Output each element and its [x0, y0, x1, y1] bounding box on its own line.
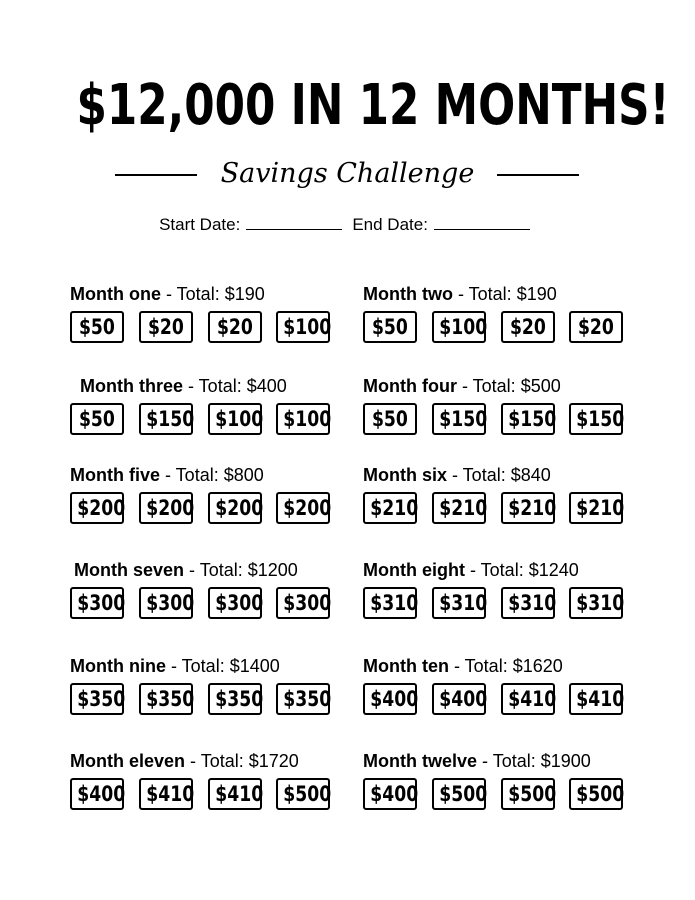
- amount-chips: [70, 492, 340, 528]
- amount-chip[interactable]: $50: [70, 403, 124, 435]
- month-title: [70, 373, 340, 399]
- amount-chip[interactable]: $410: [139, 778, 193, 810]
- month-title: [70, 748, 340, 774]
- amount-chip[interactable]: $20: [208, 311, 262, 343]
- amount-chips: [363, 587, 633, 623]
- month-name: Month two: [363, 284, 453, 304]
- amount-chip[interactable]: $500: [432, 778, 486, 810]
- month-block: [363, 373, 633, 431]
- month-block: [70, 373, 340, 431]
- total-label: - Total:: [454, 656, 508, 676]
- amount-chip[interactable]: $300: [139, 587, 193, 619]
- month-total: $190: [516, 284, 557, 304]
- month-name: Month six: [363, 465, 447, 485]
- amount-chip[interactable]: $100: [276, 311, 330, 343]
- month-total: $1200: [247, 560, 298, 580]
- amount-chip[interactable]: $410: [569, 683, 623, 715]
- month-block: [70, 557, 340, 615]
- month-total: $1900: [540, 751, 591, 771]
- month-name: Month twelve: [363, 751, 478, 771]
- month-title: [363, 557, 633, 583]
- amount-chip[interactable]: $400: [70, 778, 124, 810]
- amount-chips: [363, 683, 633, 719]
- total-label: - Total:: [189, 560, 243, 580]
- month-title: [363, 748, 633, 774]
- subtitle: Savings Challenge: [220, 158, 475, 189]
- month-name: Month nine: [70, 656, 166, 676]
- amount-chip[interactable]: $210: [501, 492, 555, 524]
- total-label: - Total:: [482, 751, 536, 771]
- amount-chip[interactable]: $200: [70, 492, 124, 524]
- amount-chip[interactable]: $100: [208, 403, 262, 435]
- amount-chip[interactable]: $500: [276, 778, 330, 810]
- amount-chip[interactable]: $310: [501, 587, 555, 619]
- month-total: $1400: [229, 656, 280, 676]
- dates-row: [0, 212, 695, 238]
- amount-chips: [70, 778, 340, 814]
- month-block: [363, 557, 633, 615]
- total-label: - Total:: [461, 376, 516, 396]
- total-label: - Total:: [165, 465, 219, 485]
- amount-chip[interactable]: $350: [70, 683, 124, 715]
- end-date-label: End Date:: [352, 215, 428, 234]
- amount-chip[interactable]: $210: [363, 492, 417, 524]
- month-title: [363, 281, 633, 307]
- start-date-label: Start Date:: [159, 215, 241, 234]
- month-name: Month eleven: [70, 751, 186, 771]
- month-name: Month four: [363, 376, 457, 396]
- amount-chip[interactable]: $50: [363, 403, 417, 435]
- month-title: [363, 653, 633, 679]
- amount-chip[interactable]: $300: [276, 587, 330, 619]
- amount-chips: [70, 683, 340, 719]
- amount-chip[interactable]: $350: [139, 683, 193, 715]
- amount-chip[interactable]: $300: [208, 587, 262, 619]
- month-name: Month eight: [363, 560, 465, 580]
- amount-chip[interactable]: $210: [569, 492, 623, 524]
- amount-chip[interactable]: $410: [208, 778, 262, 810]
- amount-chip[interactable]: $210: [432, 492, 486, 524]
- amount-chip[interactable]: $20: [501, 311, 555, 343]
- month-total: $1720: [248, 751, 299, 771]
- month-block: [70, 281, 340, 339]
- amount-chips: [363, 403, 633, 439]
- month-name: Month seven: [74, 560, 185, 580]
- subtitle-row: [0, 152, 695, 196]
- month-name: Month one: [70, 284, 161, 304]
- amount-chip[interactable]: $400: [363, 778, 417, 810]
- start-date-field[interactable]: [246, 213, 342, 230]
- amount-chip[interactable]: $50: [70, 311, 124, 343]
- month-title: [70, 281, 340, 307]
- month-block: [70, 653, 340, 711]
- amount-chips: [363, 492, 633, 528]
- month-block: [363, 653, 633, 711]
- decorative-rule-right: [497, 174, 579, 176]
- amount-chip[interactable]: $20: [569, 311, 623, 343]
- total-label: - Total:: [188, 376, 242, 396]
- amount-chip[interactable]: $200: [139, 492, 193, 524]
- amount-chip[interactable]: $150: [432, 403, 486, 435]
- amount-chip[interactable]: $20: [139, 311, 193, 343]
- month-title: [363, 462, 633, 488]
- amount-chip[interactable]: $200: [208, 492, 262, 524]
- month-title: [363, 373, 633, 399]
- month-total: $800: [223, 465, 264, 485]
- amount-chip[interactable]: $150: [501, 403, 555, 435]
- amount-chip[interactable]: $400: [432, 683, 486, 715]
- month-block: [70, 748, 340, 806]
- month-name: Month three: [80, 376, 183, 396]
- month-total: $400: [246, 376, 287, 396]
- amount-chips: [70, 311, 340, 347]
- month-total: $1240: [528, 560, 579, 580]
- total-label: - Total:: [457, 284, 512, 304]
- month-block: [70, 462, 340, 520]
- total-label: - Total:: [190, 751, 244, 771]
- amount-chips: [70, 587, 340, 623]
- amount-chip[interactable]: $350: [276, 683, 330, 715]
- month-total: $500: [520, 376, 561, 396]
- month-total: $840: [510, 465, 551, 485]
- amount-chip[interactable]: $300: [70, 587, 124, 619]
- month-total: $190: [224, 284, 265, 304]
- month-name: Month five: [70, 465, 160, 485]
- amount-chip[interactable]: $500: [569, 778, 623, 810]
- total-label: - Total:: [171, 656, 225, 676]
- amount-chip[interactable]: $310: [569, 587, 623, 619]
- total-label: - Total:: [452, 465, 506, 485]
- month-block: [363, 281, 633, 339]
- total-label: - Total:: [166, 284, 220, 304]
- amount-chip[interactable]: $50: [363, 311, 417, 343]
- amount-chip[interactable]: $100: [432, 311, 486, 343]
- amount-chips: [363, 311, 633, 347]
- month-title: [70, 653, 340, 679]
- amount-chip[interactable]: $400: [363, 683, 417, 715]
- amount-chips: [70, 403, 340, 439]
- amount-chip[interactable]: $150: [139, 403, 193, 435]
- amount-chip[interactable]: $150: [569, 403, 623, 435]
- amount-chip[interactable]: $410: [501, 683, 555, 715]
- amount-chip[interactable]: $500: [501, 778, 555, 810]
- amount-chip[interactable]: $200: [276, 492, 330, 524]
- page-title: $12,000 IN 12 MONTHS!: [76, 73, 670, 138]
- month-title: [70, 462, 340, 488]
- amount-chip[interactable]: $100: [276, 403, 330, 435]
- amount-chip[interactable]: $350: [208, 683, 262, 715]
- end-date-field[interactable]: [434, 213, 530, 230]
- month-name: Month ten: [363, 656, 449, 676]
- amount-chip[interactable]: $310: [432, 587, 486, 619]
- amount-chips: [363, 778, 633, 814]
- month-total: $1620: [512, 656, 563, 676]
- total-label: - Total:: [470, 560, 524, 580]
- amount-chip[interactable]: $310: [363, 587, 417, 619]
- month-block: [363, 748, 633, 806]
- month-block: [363, 462, 633, 520]
- month-title: [70, 557, 340, 583]
